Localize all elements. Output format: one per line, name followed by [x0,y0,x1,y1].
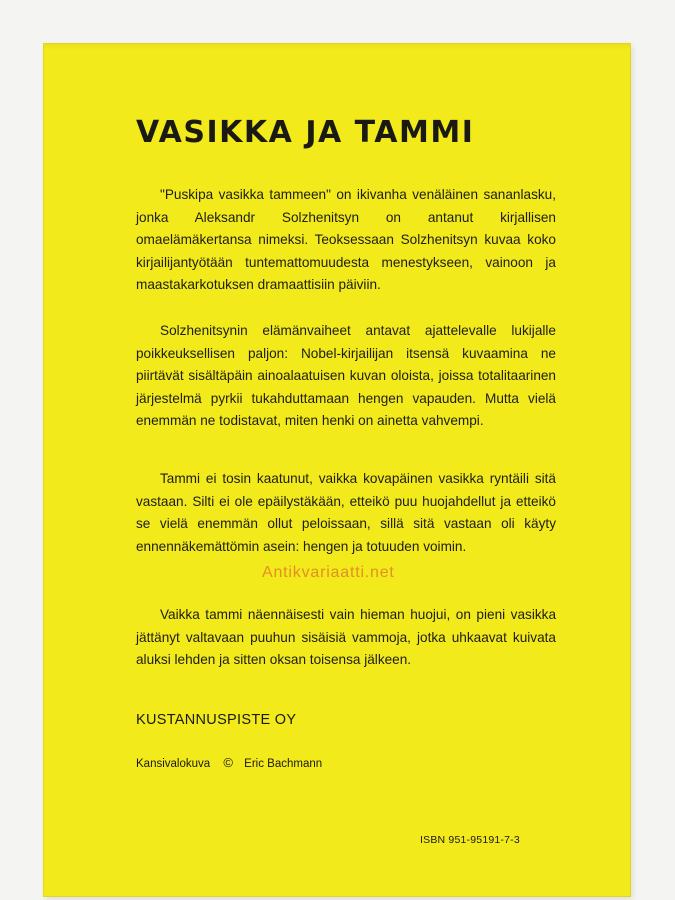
blurb-paragraph-2: Solzhenitsynin elämänvaiheet antavat ajattelevalle lukijalle poikkeuksellisen paljon: Nobel-kirjailijan itsensä kuvaamina ne piirtävät sisältäpäin ainoalaatuisen kuvan oloista, joissa totalitaarinen järjestelmä pyrkii tukahduttamaan hengen vapauden. Mutta vielä enemmän ne todistavat, miten henki on ainetta vahvempi. [136,323,556,429]
copyright-symbol: © [223,755,233,770]
blurb-paragraph-4: Vaikka tammi näennäisesti vain hieman huojui, on pieni vasikka jättänyt valtavaan puuhun sisäisiä vammoja, jotka uhkaavat kuivata aluksi lehden ja sitten oksan toisensa jälkeen. [136,607,556,668]
cover-photo-credit [136,755,322,770]
isbn-number: ISBN 951-95191-7-3 [420,834,520,846]
publisher-name: KUSTANNUSPISTE OY [136,712,297,728]
photographer-name: Eric Bachmann [244,758,323,770]
cover-top-edge [44,44,630,50]
blurb-paragraph-1: "Puskipa vasikka tammeen" on ikivanha venäläinen sananlasku, jonka Aleksandr Solzhenitsyn on antanut kirjallisen omaelämäkertansa nimeksi. Teoksessaan Solzhenitsyn kuvaa koko kirjailijantyötään tuntemattomuudesta menestykseen, vainoon ja maastakarkotuksen dramaattisiin päiviin. [136,187,556,293]
site-watermark: Antikvariaatti.net [262,564,395,581]
book-title: VASIKKA JA TAMMI [136,115,475,150]
blurb-paragraph-3: Tammi ei tosin kaatunut, vaikka kovapäinen vasikka ryntäili sitä vastaan. Silti ei ole epäilystäkään, etteikö puu huojahdellut ja etteikö se vielä enemmän ollut peloissaan, sillä sitä vastaan oli käyty ennennäkemättömin asein: hengen ja totuuden voimin. [136,471,556,554]
credit-label: Kansivalokuva [136,758,211,770]
